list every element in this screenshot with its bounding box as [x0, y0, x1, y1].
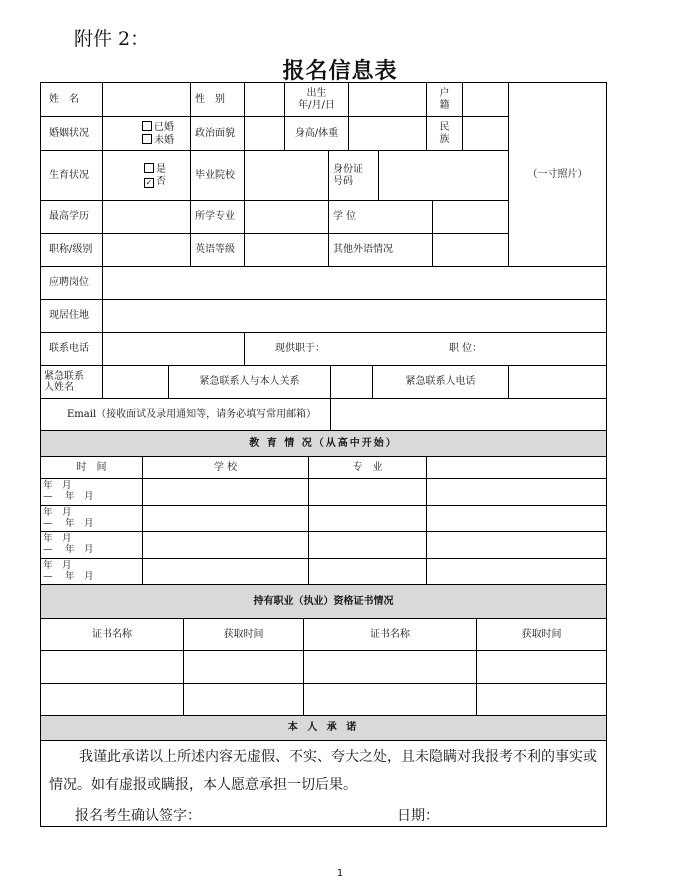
height-weight-label: 身高/体重	[285, 117, 349, 151]
education-col-school: 学 校	[143, 457, 309, 479]
political-status-label: 政治面貌	[191, 117, 245, 151]
height-weight-field[interactable]	[349, 117, 427, 151]
education-major-field[interactable]	[309, 559, 427, 585]
education-major-field[interactable]	[309, 479, 427, 506]
major-label: 所学专业	[191, 201, 245, 234]
fertility-status-label: 生育状况	[41, 151, 103, 201]
education-extra-field[interactable]	[427, 559, 606, 585]
marital-status-options	[103, 117, 191, 151]
cert-name-field[interactable]	[304, 651, 477, 684]
photo-placeholder[interactable]: （一寸照片）	[509, 83, 606, 267]
education-col-major: 专 业	[309, 457, 427, 479]
english-level-label: 英语等级	[191, 234, 245, 267]
education-period[interactable]: 年 月 — 年 月	[41, 559, 143, 585]
cert-name-field[interactable]	[304, 684, 477, 716]
emergency-contact-name-label: 紧急联系 人姓名	[41, 366, 103, 399]
marital-option-married[interactable]: 已婚	[142, 121, 174, 134]
education-extra-field[interactable]	[427, 532, 606, 559]
education-col-extra	[427, 457, 606, 479]
education-school-field[interactable]	[143, 532, 309, 559]
page-number: 1	[336, 868, 344, 879]
ethnicity-field[interactable]	[463, 117, 509, 151]
emergency-phone-field[interactable]	[509, 366, 606, 399]
education-school-field[interactable]	[143, 479, 309, 506]
english-level-field[interactable]	[245, 234, 329, 267]
birth-date-field[interactable]	[349, 83, 427, 117]
cert-col-time-2: 获取时间	[477, 619, 606, 651]
cert-col-name-2: 证书名称	[304, 619, 477, 651]
signature-label: 报名考生确认签字：	[75, 808, 201, 824]
emergency-contact-name-field[interactable]	[103, 366, 169, 399]
degree-label: 学 位	[329, 201, 433, 234]
hukou-field[interactable]	[463, 83, 509, 117]
marital-status-label: 婚姻状况	[41, 117, 103, 151]
education-major-field[interactable]	[309, 532, 427, 559]
emergency-relation-label: 紧急联系人与本人关系	[169, 366, 331, 399]
cert-name-field[interactable]	[41, 651, 184, 684]
gender-label: 性 别	[191, 83, 245, 117]
political-status-field[interactable]	[245, 117, 285, 151]
date-label: 日期：	[397, 808, 439, 824]
email-field[interactable]	[331, 399, 606, 431]
id-number-label: 身份证 号码	[329, 151, 379, 201]
name-label: 姓 名	[41, 83, 103, 117]
name-field[interactable]	[103, 83, 191, 117]
pledge-text: 我谨此承诺以上所述内容无虚假、不实、夸大之处，且未隐瞒对我报考不利的事实或情况。如有虚报或瞒报，本人愿意承担一切后果。	[49, 749, 597, 793]
cert-col-time-1: 获取时间	[184, 619, 304, 651]
cert-time-field[interactable]	[477, 651, 606, 684]
professional-title-field[interactable]	[103, 234, 191, 267]
current-employer-label: 现供职于：	[275, 343, 325, 355]
degree-field[interactable]	[433, 201, 509, 234]
phone-field[interactable]	[103, 333, 245, 366]
emergency-relation-field[interactable]	[331, 366, 373, 399]
cert-name-field[interactable]	[41, 684, 184, 716]
position-applied-field[interactable]	[103, 267, 606, 300]
checkbox-icon[interactable]	[142, 134, 152, 144]
highest-education-label: 最高学历	[41, 201, 103, 234]
certificate-section-header: 持有职业（执业）资格证书情况	[41, 585, 606, 619]
education-school-field[interactable]	[143, 559, 309, 585]
education-school-field[interactable]	[143, 506, 309, 532]
emergency-phone-label: 紧急联系人电话	[373, 366, 509, 399]
current-employment-field[interactable]	[245, 333, 606, 366]
fertility-option-no[interactable]: ✓ 否	[145, 175, 166, 187]
cert-col-name-1: 证书名称	[41, 619, 184, 651]
professional-title-label: 职称/级别	[41, 234, 103, 267]
cert-time-field[interactable]	[184, 684, 304, 716]
marital-option-unmarried[interactable]: 未婚	[142, 134, 174, 147]
current-address-label: 现居住地	[41, 300, 103, 333]
attachment-label: 附件 2：	[74, 28, 150, 50]
other-language-field[interactable]	[433, 234, 509, 267]
id-number-field[interactable]	[379, 151, 509, 201]
gender-field[interactable]	[245, 83, 285, 117]
education-major-field[interactable]	[309, 506, 427, 532]
graduate-school-label: 毕业院校	[191, 151, 245, 201]
email-label: Email（接收面试及录用通知等，请务必填写常用邮箱）	[41, 399, 331, 431]
position-applied-label: 应聘岗位	[41, 267, 103, 300]
checkbox-icon[interactable]	[142, 121, 152, 131]
education-extra-field[interactable]	[427, 506, 606, 532]
other-language-label: 其他外语情况	[329, 234, 433, 267]
hukou-label: 户 籍	[427, 83, 463, 117]
ethnicity-label: 民 族	[427, 117, 463, 151]
education-extra-field[interactable]	[427, 479, 606, 506]
pledge-section-header: 本 人 承 诺	[41, 716, 606, 741]
checkbox-icon[interactable]	[144, 163, 154, 173]
phone-label: 联系电话	[41, 333, 103, 366]
form-title: 报名信息表	[282, 58, 398, 84]
current-address-field[interactable]	[103, 300, 606, 333]
cert-time-field[interactable]	[477, 684, 606, 716]
registration-form-table	[40, 82, 607, 827]
education-period[interactable]: 年 月 — 年 月	[41, 479, 143, 506]
education-section-header: 教 育 情 况（从高中开始）	[41, 431, 606, 457]
job-position-label: 职 位：	[449, 343, 483, 355]
cert-time-field[interactable]	[184, 651, 304, 684]
highest-education-field[interactable]	[103, 201, 191, 234]
birth-date-label: 出生 年/月/日	[285, 83, 349, 117]
fertility-status-options	[103, 151, 191, 201]
major-field[interactable]	[245, 201, 329, 234]
checkbox-checked-icon[interactable]: ✓	[145, 177, 153, 187]
education-period[interactable]: 年 月 — 年 月	[41, 532, 143, 559]
education-col-time: 时 间	[41, 457, 143, 479]
education-period[interactable]: 年 月 — 年 月	[41, 506, 143, 532]
graduate-school-field[interactable]	[245, 151, 329, 201]
fertility-option-yes[interactable]: 是	[144, 163, 166, 176]
